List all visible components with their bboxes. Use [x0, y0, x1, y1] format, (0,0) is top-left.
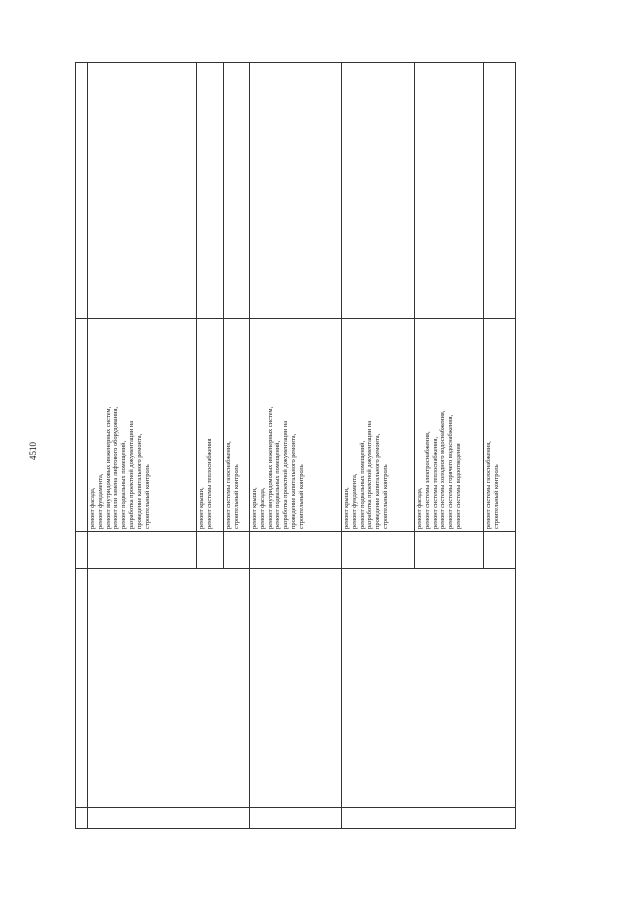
work-item: ремонт внутридомовых инженерных систем,	[266, 406, 274, 529]
work-item: ремонт фасада,	[89, 487, 96, 529]
work-item: проведение капитального ремонта,	[135, 433, 143, 529]
column-divider	[75, 531, 516, 532]
work-item: строительный контроль	[297, 464, 305, 529]
work-item: ремонт фундамента,	[96, 473, 104, 529]
group-divider	[223, 62, 224, 569]
column-divider	[75, 568, 516, 569]
works-list	[343, 421, 390, 529]
header-divider	[87, 62, 88, 829]
work-item: разработка проектной документации на	[366, 420, 374, 529]
work-item: ремонт внутридомовых инженерных систем,	[104, 406, 112, 529]
work-item: ремонт крыши,	[343, 487, 350, 529]
work-item: ремонт подвальных помещений,	[120, 440, 128, 529]
row-divider	[341, 62, 342, 829]
group-divider	[196, 62, 197, 569]
table-border	[75, 828, 516, 829]
works-list	[198, 439, 214, 529]
work-item: ремонт крыши,	[198, 487, 205, 529]
column-divider	[75, 807, 516, 808]
work-item: ремонт системы водоотведения	[454, 443, 462, 529]
work-item: ремонт системы горячего водоснабжения,	[447, 414, 455, 529]
works-list	[485, 441, 501, 529]
column-divider	[75, 318, 516, 319]
work-item: проведение капитального ремонта,	[374, 433, 382, 529]
works-list	[251, 407, 306, 529]
table-border	[75, 62, 76, 829]
work-item: ремонт системы газоснабжения,	[485, 441, 492, 529]
group-divider	[483, 62, 484, 569]
work-item: ремонт системы теплоснабжения	[205, 438, 213, 529]
table-border	[75, 62, 516, 63]
work-item: ремонт системы теплоснабжения,	[431, 436, 439, 529]
works-list	[225, 441, 241, 529]
page-number: 4510	[28, 442, 38, 460]
work-item: строительный контроль	[143, 464, 151, 529]
work-item: ремонт крыши,	[251, 487, 258, 529]
group-divider	[414, 62, 415, 569]
work-item: ремонт системы электроснабжения,	[423, 431, 431, 529]
work-item: строительный контроль	[492, 464, 500, 529]
work-item: ремонт фундамента,	[350, 473, 358, 529]
work-item: ремонт фасада,	[416, 487, 423, 529]
work-item: строительный контроль	[232, 464, 240, 529]
work-item: ремонт подвальных помещений,	[358, 440, 366, 529]
table-border	[515, 62, 516, 829]
works-list	[416, 411, 463, 529]
work-item: ремонт или замена лифтового оборудования,	[112, 406, 120, 529]
rotated-table-wrapper	[75, 62, 516, 829]
work-item: ремонт подвальных помещений,	[274, 440, 282, 529]
work-item: разработка проектной документации на	[282, 420, 290, 529]
work-item: ремонт системы газоснабжения,	[225, 441, 232, 529]
work-item: ремонт системы холодного водоснабжения,	[439, 410, 447, 529]
work-item: проведение капитального ремонта,	[289, 433, 297, 529]
repair-schedule-table	[75, 62, 516, 829]
work-item: строительный контроль	[381, 464, 389, 529]
works-list	[89, 407, 151, 529]
work-item: разработка проектной документации на	[127, 420, 135, 529]
work-item: ремонт фасада,	[258, 487, 266, 529]
row-divider	[249, 62, 250, 829]
